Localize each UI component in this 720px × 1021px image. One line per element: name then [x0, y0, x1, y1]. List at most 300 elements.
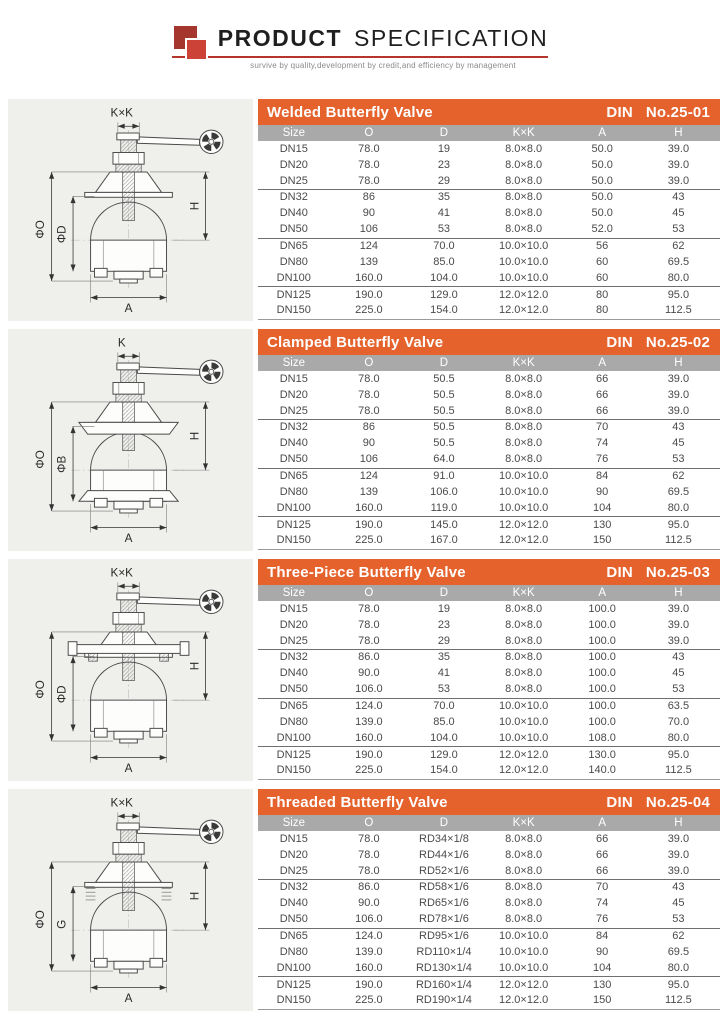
din-number: No.25-01 — [645, 103, 710, 121]
dim-label-stem-square: K — [117, 335, 126, 349]
brand-underline — [172, 56, 548, 58]
column-header: D — [408, 125, 480, 141]
cell: 100.0 — [588, 667, 616, 680]
valve-type-title: Clamped Butterfly Valve — [267, 333, 444, 351]
cell: 90 — [596, 485, 609, 498]
cell: DN50 — [279, 683, 308, 696]
din-reference — [606, 564, 710, 581]
table-row — [258, 763, 720, 779]
cell: 56 — [568, 238, 637, 254]
cell: RD34×1/8 — [419, 832, 469, 845]
cell: DN65 — [258, 238, 330, 254]
cell: 85.0 — [433, 715, 455, 728]
cell: 139 — [359, 485, 379, 498]
table-row — [258, 747, 720, 763]
cell: 39.0 — [667, 602, 690, 615]
dim-label-inner-diameter: ΦD — [55, 684, 69, 703]
cell: DN25 — [279, 404, 308, 417]
cell: DN50 — [279, 223, 308, 236]
cell: 160.0 — [355, 731, 383, 744]
cell: 10.0×10.0 — [499, 271, 549, 284]
valve-type-title: Three-Piece Butterfly Valve — [267, 563, 466, 581]
cell: 50.0 — [568, 190, 637, 206]
cell: DN20 — [279, 158, 308, 171]
cell: DN20 — [279, 848, 308, 861]
cell: 39.0 — [667, 848, 690, 861]
din-label: DIN — [606, 333, 633, 351]
cell: 90 — [596, 945, 609, 958]
cell: 8.0×8.0 — [505, 158, 543, 171]
cell: 78.0 — [358, 142, 380, 155]
table-row — [258, 650, 720, 666]
table-row — [258, 287, 720, 303]
cell: 80 — [568, 303, 637, 319]
cell: 39.0 — [667, 142, 690, 155]
column-header: H — [637, 815, 720, 831]
cell: 50.5 — [433, 372, 455, 385]
cell: 23 — [437, 158, 451, 171]
cell: 124.0 — [330, 698, 409, 714]
cell: 106.0 — [355, 683, 383, 696]
brand-tagline: survive by quality,development by credit,and efficiency by management — [250, 60, 516, 70]
cell: 10.0×10.0 — [499, 961, 549, 974]
table-row — [258, 533, 720, 549]
cell: 160.0 — [355, 501, 383, 514]
cell: 74 — [596, 437, 609, 450]
spec-table-block — [258, 789, 720, 1010]
cell: 19 — [437, 602, 451, 615]
dim-label-width: A — [124, 991, 133, 1005]
din-reference — [606, 104, 710, 121]
cell: 8.0×8.0 — [505, 897, 543, 910]
cell: 90 — [362, 207, 375, 220]
column-header: Size — [258, 125, 330, 141]
cell: DN20 — [279, 388, 308, 401]
cell: DN25 — [279, 864, 308, 877]
cell: 225.0 — [330, 993, 409, 1009]
din-label: DIN — [606, 793, 633, 811]
cell: 130.0 — [568, 747, 637, 763]
cell: 8.0×8.0 — [505, 864, 543, 877]
cell: 80.0 — [667, 731, 690, 744]
cell: 124 — [330, 468, 409, 484]
cell: 39.0 — [667, 158, 690, 171]
table-row — [258, 403, 720, 419]
drawing-panel — [8, 329, 253, 551]
cell: 225.0 — [330, 303, 409, 319]
din-number: No.25-03 — [645, 563, 710, 581]
cell: 50.5 — [433, 388, 455, 401]
cell: 43 — [637, 650, 720, 666]
cell: 145.0 — [408, 517, 480, 533]
cell: 64.0 — [433, 453, 455, 466]
cell: DN15 — [279, 372, 308, 385]
table-row — [258, 944, 720, 960]
cell: 140.0 — [568, 763, 637, 779]
cell: 69.5 — [667, 485, 690, 498]
column-header-row — [258, 815, 720, 831]
cell: 43 — [637, 420, 720, 436]
drawing-panel — [8, 99, 253, 321]
cell: 90.0 — [358, 667, 380, 680]
cell: DN65 — [258, 928, 330, 944]
column-header: H — [637, 355, 720, 371]
cell: 76 — [596, 913, 609, 926]
cell: 78.0 — [358, 388, 380, 401]
cell: 50.0 — [591, 174, 613, 187]
cell: RD110×1/4 — [416, 945, 472, 958]
dim-label-width: A — [124, 301, 133, 315]
valve-technical-drawing — [8, 787, 253, 1014]
cell: 66 — [596, 388, 609, 401]
cell: 124 — [330, 238, 409, 254]
table-row — [258, 141, 720, 157]
cell: 154.0 — [408, 763, 480, 779]
din-label: DIN — [606, 563, 633, 581]
column-header: Size — [258, 815, 330, 831]
cell: 8.0×8.0 — [505, 848, 543, 861]
cell: 80 — [568, 287, 637, 303]
spec-table-block — [258, 559, 720, 780]
cell: 76 — [596, 453, 609, 466]
cell: 8.0×8.0 — [505, 913, 543, 926]
cell: DN80 — [279, 945, 308, 958]
cell: 129.0 — [408, 287, 480, 303]
cell: 119.0 — [430, 501, 458, 514]
cell: 80.0 — [667, 501, 690, 514]
dim-label-inner-diameter: G — [55, 919, 69, 929]
cell: 45 — [672, 897, 685, 910]
cell: 95.0 — [637, 747, 720, 763]
cell: 91.0 — [408, 468, 480, 484]
table-row — [258, 912, 720, 928]
valve-drawing-svg — [8, 327, 253, 549]
table-row — [258, 714, 720, 730]
cell: 10.0×10.0 — [499, 255, 549, 268]
table-row — [258, 863, 720, 879]
section-threaded-butterfly-valve — [0, 789, 720, 1013]
din-reference — [606, 334, 710, 351]
cell: 10.0×10.0 — [480, 238, 568, 254]
valve-drawing-svg — [8, 97, 253, 319]
cell: 12.0×12.0 — [480, 763, 568, 779]
table-row — [258, 880, 720, 896]
cell: 12.0×12.0 — [480, 287, 568, 303]
column-header-row — [258, 125, 720, 141]
cell: 104 — [592, 501, 612, 514]
column-header: A — [568, 355, 637, 371]
cell: 78.0 — [358, 602, 380, 615]
column-header: D — [408, 585, 480, 601]
cell: DN80 — [279, 715, 308, 728]
cell: 84 — [568, 928, 637, 944]
cell: 100.0 — [568, 650, 637, 666]
cell: 8.0×8.0 — [480, 880, 568, 896]
cell: RD52×1/6 — [419, 864, 469, 877]
cell: DN125 — [258, 977, 330, 993]
cell: 53 — [672, 453, 685, 466]
column-header: A — [568, 125, 637, 141]
cell: 10.0×10.0 — [480, 468, 568, 484]
dim-label-inner-diameter: ΦD — [55, 224, 69, 243]
dim-label-width: A — [124, 531, 133, 545]
cell: 100.0 — [588, 618, 616, 631]
cell: 70.0 — [408, 238, 480, 254]
cell: 8.0×8.0 — [505, 174, 543, 187]
cell: 43 — [637, 190, 720, 206]
cell: DN150 — [258, 533, 330, 549]
cell: 90.0 — [358, 897, 380, 910]
cell: 10.0×10.0 — [499, 501, 549, 514]
page-header — [0, 0, 720, 99]
din-label: DIN — [606, 103, 633, 121]
spec-table — [258, 585, 720, 780]
cell: 130 — [568, 977, 637, 993]
cell: DN40 — [279, 207, 308, 220]
cell: 45 — [672, 667, 685, 680]
spec-table — [258, 355, 720, 550]
cell: DN32 — [258, 880, 330, 896]
table-row — [258, 896, 720, 912]
cell: 62 — [637, 928, 720, 944]
cell: 10.0×10.0 — [480, 928, 568, 944]
cell: 8.0×8.0 — [505, 832, 543, 845]
column-header: K×K — [480, 585, 568, 601]
page-title — [218, 24, 548, 54]
cell: 35 — [408, 190, 480, 206]
dim-label-outer-diameter: ΦO — [33, 219, 47, 239]
cell: 112.5 — [637, 763, 720, 779]
cell: 95.0 — [637, 517, 720, 533]
cell: 45 — [672, 437, 685, 450]
cell: 66 — [596, 372, 609, 385]
cell: 10.0×10.0 — [480, 698, 568, 714]
column-header: A — [568, 585, 637, 601]
cell: DN15 — [279, 142, 308, 155]
table-row — [258, 303, 720, 319]
cell: 190.0 — [330, 517, 409, 533]
table-row — [258, 517, 720, 533]
cell: 104.0 — [430, 271, 458, 284]
table-row — [258, 157, 720, 173]
cell: 35 — [408, 650, 480, 666]
table-row — [258, 387, 720, 403]
table-title-bar — [258, 99, 720, 125]
cell: 50.5 — [433, 437, 455, 450]
cell: 39.0 — [667, 174, 690, 187]
column-header: O — [330, 125, 409, 141]
cell: DN32 — [258, 650, 330, 666]
dim-label-outer-diameter: ΦO — [33, 679, 47, 699]
brand-text — [218, 24, 548, 70]
cell: 100.0 — [588, 715, 616, 728]
cell: 190.0 — [330, 977, 409, 993]
column-header: H — [637, 585, 720, 601]
cell: DN80 — [279, 255, 308, 268]
table-row — [258, 371, 720, 387]
cell: RD190×1/4 — [408, 993, 480, 1009]
cell: 78.0 — [358, 832, 380, 845]
valve-technical-drawing — [8, 97, 253, 324]
cell: 108.0 — [588, 731, 616, 744]
cell: 78.0 — [358, 618, 380, 631]
cell: 95.0 — [637, 287, 720, 303]
dim-label-height: H — [188, 891, 202, 900]
brand-logo-block — [172, 24, 548, 70]
cell: 39.0 — [667, 388, 690, 401]
cell: DN40 — [279, 667, 308, 680]
company-logo-icon — [172, 24, 212, 68]
cell: 104.0 — [430, 731, 458, 744]
cell: DN125 — [258, 287, 330, 303]
cell: 139.0 — [355, 945, 383, 958]
cell: DN100 — [276, 731, 311, 744]
cell: 95.0 — [637, 977, 720, 993]
column-header-row — [258, 585, 720, 601]
cell: 12.0×12.0 — [480, 977, 568, 993]
cell: 150 — [568, 533, 637, 549]
column-header: D — [408, 815, 480, 831]
cell: 8.0×8.0 — [505, 388, 543, 401]
cell: 70 — [568, 420, 637, 436]
cell: 154.0 — [408, 303, 480, 319]
column-header: K×K — [480, 355, 568, 371]
cell: 80.0 — [667, 961, 690, 974]
cell: 12.0×12.0 — [480, 533, 568, 549]
cell: 8.0×8.0 — [505, 602, 543, 615]
cell: 12.0×12.0 — [480, 517, 568, 533]
cell: 86.0 — [330, 650, 409, 666]
cell: RD130×1/4 — [415, 961, 472, 974]
cell: 8.0×8.0 — [505, 453, 543, 466]
cell: DN150 — [258, 763, 330, 779]
table-row — [258, 206, 720, 222]
cell: 112.5 — [637, 533, 720, 549]
section-clamped-butterfly-valve — [0, 329, 720, 553]
table-row — [258, 501, 720, 517]
cell: 106.0 — [430, 485, 458, 498]
cell: 86.0 — [330, 880, 409, 896]
cell: 52.0 — [591, 223, 613, 236]
cell: DN32 — [258, 420, 330, 436]
cell: 70.0 — [408, 698, 480, 714]
table-row — [258, 682, 720, 698]
cell: 90 — [362, 437, 375, 450]
cell: DN40 — [279, 897, 308, 910]
cell: 150 — [568, 993, 637, 1009]
cell: 39.0 — [667, 634, 690, 647]
table-row — [258, 731, 720, 747]
table-row — [258, 468, 720, 484]
cell: 106 — [359, 223, 379, 236]
cell: 139.0 — [355, 715, 383, 728]
cell: 78.0 — [358, 158, 380, 171]
drawing-panel — [8, 559, 253, 781]
cell: 10.0×10.0 — [499, 731, 549, 744]
cell: 23 — [437, 618, 451, 631]
cell: 8.0×8.0 — [505, 683, 543, 696]
cell: 69.5 — [667, 255, 690, 268]
cell: 124.0 — [330, 928, 409, 944]
cell: 10.0×10.0 — [499, 945, 549, 958]
cell: 50.5 — [433, 404, 455, 417]
cell: 74 — [596, 897, 609, 910]
column-header: Size — [258, 585, 330, 601]
spec-table-block — [258, 329, 720, 550]
cell: 100.0 — [588, 634, 616, 647]
cell: 53 — [672, 683, 685, 696]
din-reference — [606, 794, 710, 811]
cell: 41 — [437, 667, 451, 680]
dim-label-height: H — [188, 431, 202, 440]
cell: DN125 — [258, 747, 330, 763]
cell: 78.0 — [358, 372, 380, 385]
cell: 86 — [330, 420, 409, 436]
cell: DN100 — [276, 961, 311, 974]
cell: RD65×1/6 — [419, 897, 469, 910]
dim-label-outer-diameter: ΦO — [33, 909, 47, 929]
cell: 39.0 — [667, 618, 690, 631]
cell: 86 — [330, 190, 409, 206]
logo-square-front — [185, 38, 208, 61]
table-row — [258, 436, 720, 452]
cell: 225.0 — [330, 533, 409, 549]
cell: 78.0 — [358, 174, 380, 187]
cell: DN25 — [279, 174, 308, 187]
cell: 8.0×8.0 — [505, 404, 543, 417]
cell: DN25 — [279, 634, 308, 647]
cell: 43 — [637, 880, 720, 896]
cell: RD58×1/6 — [408, 880, 480, 896]
cell: 104 — [592, 961, 612, 974]
cell: DN50 — [279, 913, 308, 926]
cell: 78.0 — [358, 864, 380, 877]
cell: 8.0×8.0 — [480, 190, 568, 206]
cell: 8.0×8.0 — [505, 207, 543, 220]
cell: 60 — [596, 271, 609, 284]
table-row — [258, 666, 720, 682]
cell: 62 — [637, 468, 720, 484]
cell: 53 — [672, 223, 685, 236]
dim-label-width: A — [124, 761, 133, 775]
cell: 100.0 — [568, 698, 637, 714]
cell: 8.0×8.0 — [505, 372, 543, 385]
cell: 70.0 — [667, 715, 690, 728]
cell: 12.0×12.0 — [480, 303, 568, 319]
cell: DN20 — [279, 618, 308, 631]
cell: 80.0 — [667, 271, 690, 284]
dim-label-stem-square: K×K — [110, 565, 133, 579]
table-row — [258, 928, 720, 944]
cell: 78.0 — [358, 634, 380, 647]
cell: 53 — [437, 223, 451, 236]
cell: 39.0 — [667, 372, 690, 385]
column-header: Size — [258, 355, 330, 371]
valve-type-title: Threaded Butterfly Valve — [267, 793, 448, 811]
cell: 106.0 — [355, 913, 383, 926]
cell: 66 — [596, 404, 609, 417]
cell: DN65 — [258, 698, 330, 714]
cell: 130 — [568, 517, 637, 533]
cell: DN100 — [276, 501, 311, 514]
table-row — [258, 831, 720, 847]
cell: 45 — [672, 207, 685, 220]
cell: DN100 — [276, 271, 311, 284]
cell: 8.0×8.0 — [505, 142, 543, 155]
cell: 8.0×8.0 — [505, 618, 543, 631]
cell: 225.0 — [330, 763, 409, 779]
table-title-bar — [258, 559, 720, 585]
